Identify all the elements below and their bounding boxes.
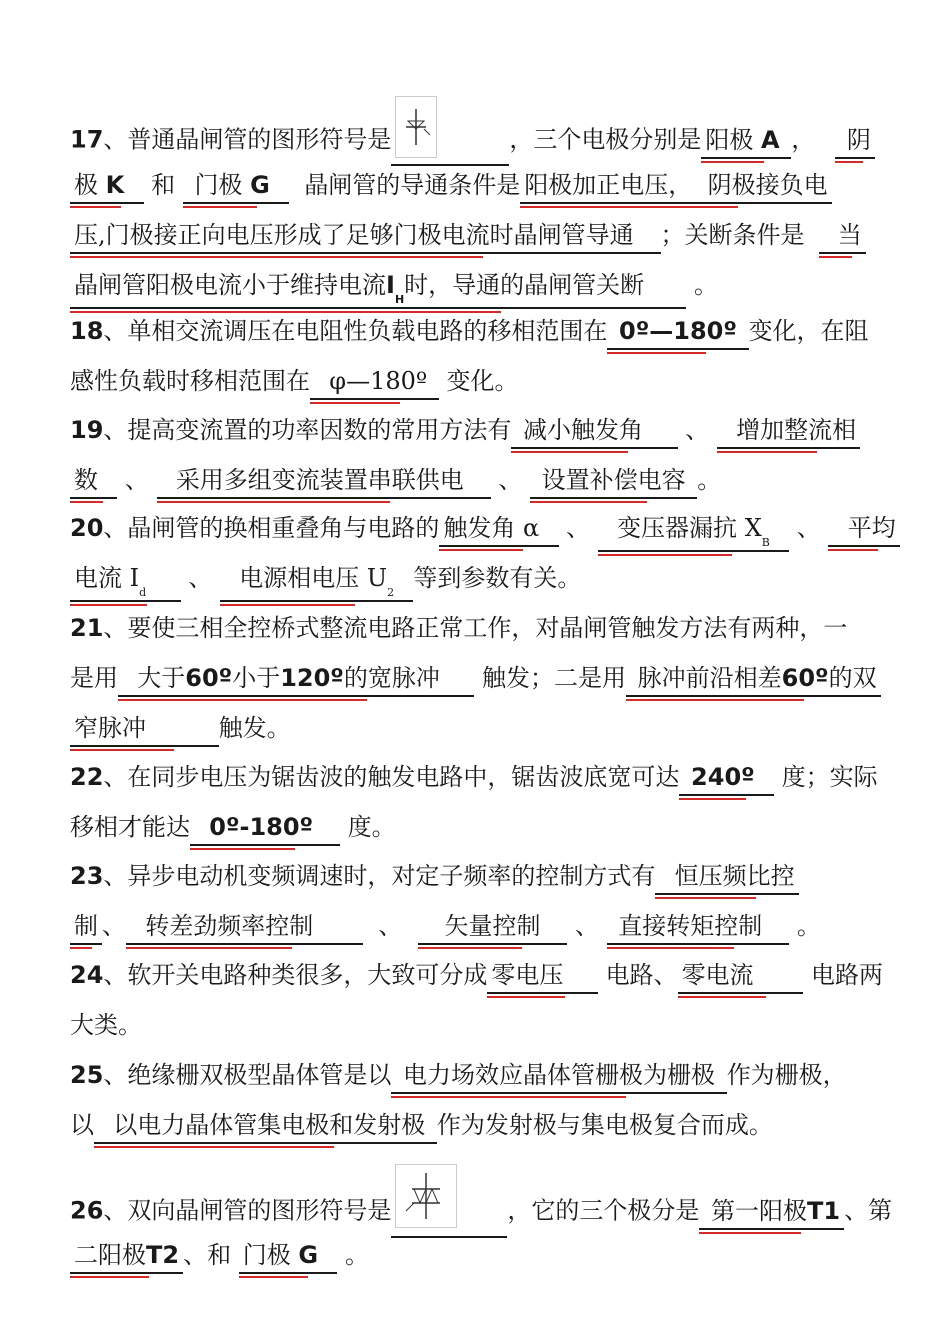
question-18 — [70, 306, 892, 406]
answer-blank — [70, 703, 219, 753]
answer-text: φ—180º — [329, 367, 428, 395]
answer-blank — [239, 1230, 338, 1280]
answer-text: 压,门极接正向电压形成了足够门极电流时晶闸管导通 — [74, 221, 634, 249]
answer-blank — [701, 115, 791, 165]
answer-text: 阳极 — [705, 125, 754, 154]
answer-blank — [607, 306, 748, 356]
answer-text: 60º — [185, 664, 233, 692]
answer-text: 60º — [781, 664, 829, 692]
text: 、要使三相全控桥式整流电路正常工作，对晶闸管触发方法有两种，一 — [103, 614, 848, 642]
text: 。 — [697, 466, 722, 494]
answer-blank — [418, 901, 568, 951]
answer-subscript: H — [394, 293, 405, 306]
answer-text: 极 — [74, 171, 98, 199]
answer-blank — [679, 752, 774, 802]
answer-blank — [511, 405, 677, 455]
text: 、晶闸管的换相重叠角与电路的 — [103, 514, 440, 542]
text: 、提高变流置的功率因数的常用方法有 — [103, 416, 512, 444]
question-23 — [70, 851, 892, 951]
question-number: 26 — [70, 1196, 104, 1225]
question-20 — [70, 503, 896, 603]
answer-text: 时，导通的晶闸管关断 — [404, 271, 645, 299]
question-number: 21 — [70, 614, 104, 642]
question-17 — [70, 110, 892, 310]
answer-blank — [391, 110, 509, 172]
answer-text: 的宽脉冲 — [343, 664, 440, 692]
answer-text: T2 — [146, 1241, 180, 1269]
answer-text: 当 — [837, 221, 862, 249]
question-number: 17 — [70, 125, 104, 154]
text: 度。 — [347, 813, 396, 841]
text: ；关断条件是 — [660, 221, 805, 249]
text: 、 — [566, 514, 591, 542]
text: 、 — [378, 912, 403, 940]
answer-text: 以电力晶体管集电极和发射极 — [113, 1111, 426, 1139]
answer-text: 触发角 α — [443, 514, 540, 542]
text: 变化。 — [446, 367, 519, 395]
question-25 — [70, 1050, 892, 1150]
answer-text: 第一阳极 — [711, 1196, 808, 1225]
answer-text: 转差劲频率控制 — [145, 912, 314, 940]
answer-blank — [520, 160, 831, 210]
text: 、在同步电压为锯齿波的触发电路中，锯齿波底宽可达 — [103, 763, 680, 791]
answer-text: 晶闸管阳极电流小于维持电流 — [74, 271, 386, 299]
text: 、 — [685, 416, 710, 444]
answer-text: A — [761, 125, 780, 154]
text: 、 — [498, 466, 523, 494]
question-number: 25 — [70, 1061, 104, 1089]
answer-blank — [487, 950, 598, 1000]
answer-blank — [699, 1186, 844, 1236]
answer-text: 脉冲前沿相差 — [637, 664, 782, 692]
question-24 — [70, 950, 892, 1050]
answer-text: I — [386, 271, 395, 299]
text: ，它的三个极分是 — [507, 1196, 700, 1225]
answer-text: 直接转矩控制 — [618, 912, 763, 940]
answer-text: 阴极接负电 — [707, 171, 828, 199]
answer-blank — [70, 1230, 183, 1280]
answer-blank — [70, 553, 181, 608]
text: 度；实际 — [781, 763, 878, 791]
text: 、绝缘栅双极型晶体管是以 — [103, 1061, 392, 1089]
answer-blank — [439, 503, 558, 553]
answer-text: 阳极加正电压， — [524, 171, 693, 199]
question-number: 24 — [70, 961, 104, 989]
question-number: 19 — [70, 416, 104, 444]
text: 、软开关电路种类很多，大致可分成 — [103, 961, 488, 989]
answer-blank — [530, 455, 697, 505]
answer-text: 零电压 — [491, 961, 564, 989]
question-21 — [70, 603, 892, 753]
text: 、 — [102, 912, 126, 940]
answer-blank — [819, 210, 866, 260]
answer-text: T1 — [807, 1196, 841, 1225]
answer-text: 增加整流相 — [736, 416, 857, 444]
answer-blank — [835, 115, 875, 165]
text: 、单相交流调压在电阻性负载电路的移相范围在 — [103, 317, 608, 345]
answer-blank — [157, 455, 491, 505]
answer-text: 二阳极 — [74, 1241, 146, 1269]
text: 、和 — [183, 1241, 232, 1269]
text: 触发。 — [218, 714, 291, 742]
thyristor-symbol-icon — [395, 96, 437, 158]
text: 。 — [796, 912, 821, 940]
answer-text: 小于 — [232, 664, 281, 692]
answer-blank — [655, 851, 798, 901]
answer-text: 制 — [74, 912, 98, 940]
answer-blank — [391, 1050, 726, 1100]
question-26 — [70, 1180, 892, 1280]
answer-blank — [70, 160, 144, 210]
text: 和 — [151, 171, 176, 199]
answer-blank — [94, 1100, 437, 1150]
text: 移相才能达 — [70, 813, 190, 841]
answer-text: K — [105, 171, 125, 199]
text: 、双向晶闸管的图形符号是 — [103, 1196, 392, 1225]
text: 、 — [796, 514, 821, 542]
text: ，三个电极分别是 — [509, 125, 702, 154]
text: 变化，在阻 — [748, 317, 869, 345]
answer-text: G — [250, 171, 270, 199]
answer-text: 变压器漏抗 X — [617, 514, 762, 542]
answer-text: 窄脉冲 — [74, 714, 146, 742]
answer-blank — [828, 503, 899, 553]
answer-text: 零电流 — [681, 961, 754, 989]
triac-symbol-icon — [395, 1164, 457, 1228]
answer-blank — [70, 901, 102, 951]
text: 晶闸管的导通条件是 — [304, 171, 521, 199]
text: 。 — [344, 1241, 369, 1269]
answer-blank — [391, 1180, 507, 1244]
text: 作为栅极， — [726, 1061, 847, 1089]
answer-text: 电源相电压 U — [239, 564, 388, 592]
answer-blank — [126, 901, 363, 951]
answer-text: 0º—180º — [619, 317, 737, 345]
answer-text: 矢量控制 — [444, 912, 541, 940]
answer-blank — [183, 160, 289, 210]
text: 。 — [693, 271, 718, 299]
answer-text: 门极 — [242, 1241, 291, 1269]
question-number: 18 — [70, 317, 104, 345]
text: 电路两 — [810, 961, 883, 989]
text: 触发；二是用 — [482, 664, 626, 692]
answer-blank — [678, 950, 804, 1000]
text: 、 — [575, 912, 599, 940]
answer-text: 电力场效应晶体管栅极为栅极 — [403, 1061, 716, 1089]
text: 作为发射极与集电极复合而成。 — [436, 1111, 773, 1139]
answer-text: 数 — [74, 466, 98, 494]
answer-blank — [310, 356, 439, 406]
answer-text: 的双 — [828, 664, 877, 692]
question-number: 23 — [70, 862, 104, 890]
answer-subscript: B — [761, 536, 770, 549]
text: 感性负载时移相范围在 — [70, 367, 310, 395]
answer-text: 240º — [691, 763, 755, 791]
answer-text: 120º — [280, 664, 344, 692]
answer-text: 减小触发角 — [523, 416, 644, 444]
answer-blank — [220, 553, 413, 608]
question-22 — [70, 752, 892, 852]
answer-blank — [118, 653, 474, 703]
question-number: 22 — [70, 763, 104, 791]
text: 、异步电动机变频调速时，对定子频率的控制方式有 — [103, 862, 656, 890]
text: 、 — [188, 564, 213, 592]
answer-blank — [70, 455, 117, 505]
text: 、 — [124, 466, 149, 494]
answer-text: G — [298, 1241, 319, 1269]
text: 、第 — [844, 1196, 893, 1225]
answer-subscript: 2 — [387, 586, 395, 599]
text: 以 — [70, 1111, 94, 1139]
answer-text: 门极 — [194, 171, 243, 199]
answer-text: 平均 — [847, 514, 896, 542]
answer-blank — [626, 653, 881, 703]
answer-text: 设置补偿电容 — [541, 466, 686, 494]
answer-subscript: d — [139, 586, 147, 599]
answer-blank — [598, 503, 789, 558]
answer-blank — [70, 210, 661, 260]
answer-blank — [607, 901, 790, 951]
answer-text: 0º-180º — [209, 813, 314, 841]
answer-text: 电流 I — [74, 564, 140, 592]
question-number: 20 — [70, 514, 104, 542]
text: 等到参数有关。 — [413, 564, 582, 592]
answer-text: 阴 — [846, 125, 871, 154]
answer-blank — [190, 802, 340, 852]
text: 、普通晶闸管的图形符号是 — [103, 125, 392, 154]
answer-blank — [717, 405, 860, 455]
answer-text: 采用多组变流装置串联供电 — [175, 466, 464, 494]
text: 电路、 — [605, 961, 678, 989]
answer-text: 大于 — [137, 664, 186, 692]
question-19 — [70, 405, 892, 505]
text: 大类。 — [70, 1011, 142, 1039]
answer-text: 恒压频比控 — [674, 862, 795, 890]
text: 是用 — [70, 664, 118, 692]
text: ， — [791, 125, 816, 154]
